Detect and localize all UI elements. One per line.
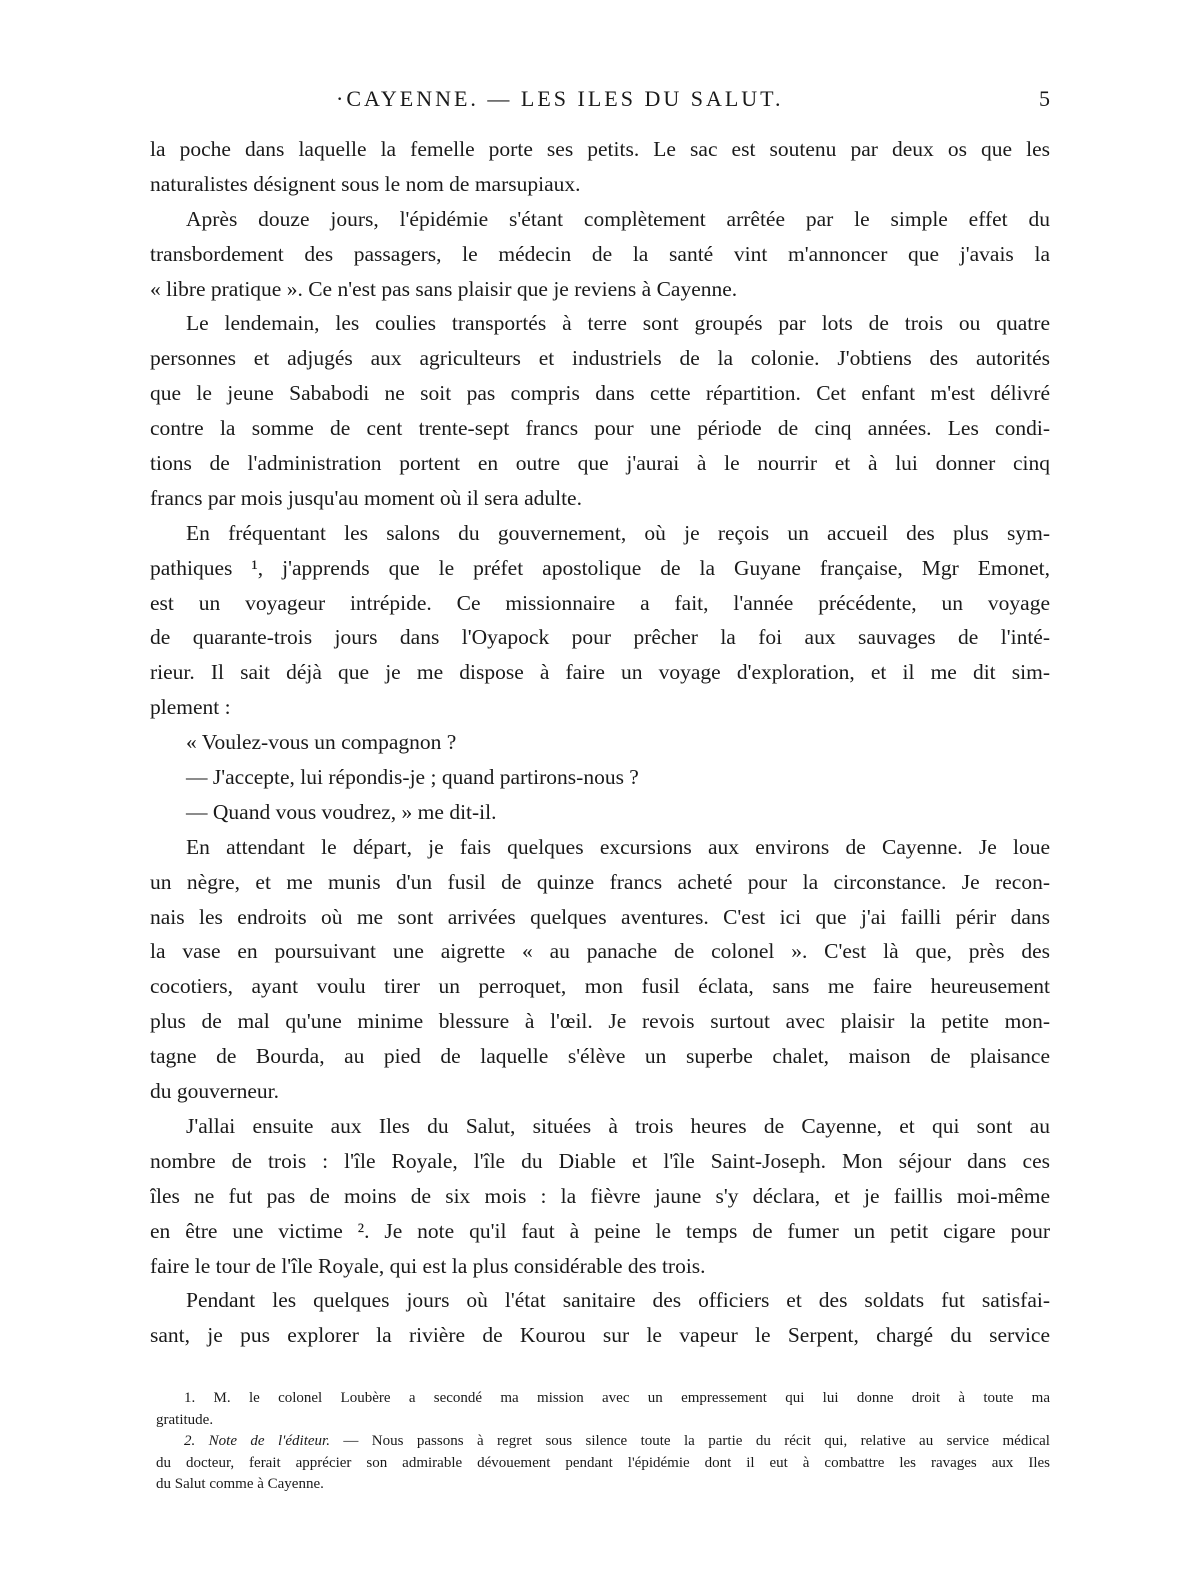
text-line: en être une victime ². Je note qu'il faut à peine le temps de fumer un petit cigare pour [150,1218,1050,1243]
text-line: « Voulez-vous un compagnon ? [186,730,457,755]
text-line: est un voyageur intrépide. Ce missionnaire a fait, l'année précédente, un voyage [150,590,1050,615]
text-line: J'allai ensuite aux Iles du Salut, situées à trois heures de Cayenne, et qui sont au [186,1113,1050,1138]
running-header [150,86,1050,116]
running-title: ·CAYENNE. — LES ILES DU SALUT. [336,86,784,111]
text-line: pathiques ¹, j'apprends que le préfet apostolique de la Guyane française, Mgr Emonet, [150,555,1050,580]
text-line: la poche dans laquelle la femelle porte ses petits. Le sac est soutenu par deux os que les [150,137,1050,161]
text-line: — J'accepte, lui répondis-je ; quand partirons-nous ? [186,765,639,790]
text-line: faire le tour de l'île Royale, qui est la plus considérable des trois. [150,1253,706,1278]
text-line: de quarante-trois jours dans l'Oyapock pour prêcher la foi aux sauvages de l'inté- [150,625,1050,650]
text-line: Le lendemain, les coulies transportés à terre sont groupés par lots de trois ou quatre [186,311,1050,336]
text-line: nombre de trois : l'île Royale, l'île du Diable et l'île Saint-Joseph. Mon séjour dans ces [150,1148,1050,1173]
text-line: sant, je pus explorer la rivière de Kourou sur le vapeur le Serpent, chargé du service [150,1323,1050,1348]
text-line: du gouverneur. [150,1079,279,1104]
text-line: un nègre, et me munis d'un fusil de quinze francs acheté pour la circonstance. Je recon- [150,869,1050,894]
footnote-line: du Salut comme à Cayenne. [156,1476,324,1492]
text-line: que le jeune Sababodi ne soit pas compris dans cette répartition. Cet enfant m'est délivré [150,381,1050,406]
text-line: naturalistes désignent sous le nom de marsupiaux. [150,171,581,196]
text-line: personnes et adjugés aux agriculteurs et industriels de la colonie. J'obtiens des autorités [150,346,1050,371]
text-line: tagne de Bourda, au pied de laquelle s'élève un superbe chalet, maison de plaisance [150,1044,1050,1069]
footnote-line: 1. M. le colonel Loubère a secondé ma mission avec un empressement qui lui donne droit à toute ma [184,1390,1050,1406]
text-line: En fréquentant les salons du gouvernement, où je reçois un accueil des plus sym- [186,520,1050,545]
text-line: En attendant le départ, je fais quelques excursions aux environs de Cayenne. Je loue [186,834,1050,859]
text-line: « libre pratique ». Ce n'est pas sans plaisir que je reviens à Cayenne. [150,276,738,301]
text-line: cocotiers, ayant voulu tirer un perroquet, mon fusil éclata, sans me faire heureusement [150,974,1050,999]
text-line: îles ne fut pas de moins de six mois : la fièvre jaune s'y déclara, et je faillis moi-même [150,1183,1050,1208]
footnote-line: du docteur, ferait apprécier son admirable dévouement pendant l'épidémie dont il eut à combattre les ravages aux Iles [156,1454,1050,1471]
text-line: Après douze jours, l'épidémie s'étant complètement arrêtée par le simple effet du [186,206,1050,231]
text-line: Pendant les quelques jours où l'état sanitaire des officiers et des soldats fut satisfai- [186,1288,1050,1313]
footnote-text: — Nous passons à regret sous silence toute la partie du récit qui, relative au service médical [329,1433,1050,1449]
text-line: tions de l'administration portent en outre que j'aurai à le nourrir et à lui donner cinq [150,451,1050,476]
text-line: francs par mois jusqu'au moment où il sera adulte. [150,485,582,510]
text-line: — Quand vous voudrez, » me dit-il. [186,799,497,824]
text-line: transbordement des passagers, le médecin de la santé vint m'annoncer que j'avais la [150,241,1050,266]
footnote-label: 2. Note de l'éditeur. [184,1433,330,1449]
text-line: la vase en poursuivant une aigrette « au panache de colonel ». C'est là que, près des [150,939,1050,964]
page-number: 5 [1039,86,1050,111]
text-line: plus de mal qu'une minime blessure à l'œil. Je revois surtout avec plaisir la petite mon- [150,1009,1050,1034]
footnote-line [156,1431,1050,1453]
text-line: contre la somme de cent trente-sept francs pour une période de cinq années. Les condi- [150,416,1050,441]
footnotes [156,1388,1050,1496]
text-line: plement : [150,695,231,720]
text-line: rieur. Il sait déjà que je me dispose à faire un voyage d'exploration, et il me dit sim- [150,660,1050,685]
body-text [150,132,1050,1353]
text-line: nais les endroits où me sont arrivées quelques aventures. C'est ici que j'ai failli périr dans [150,904,1050,929]
footnote-line: gratitude. [156,1411,214,1428]
